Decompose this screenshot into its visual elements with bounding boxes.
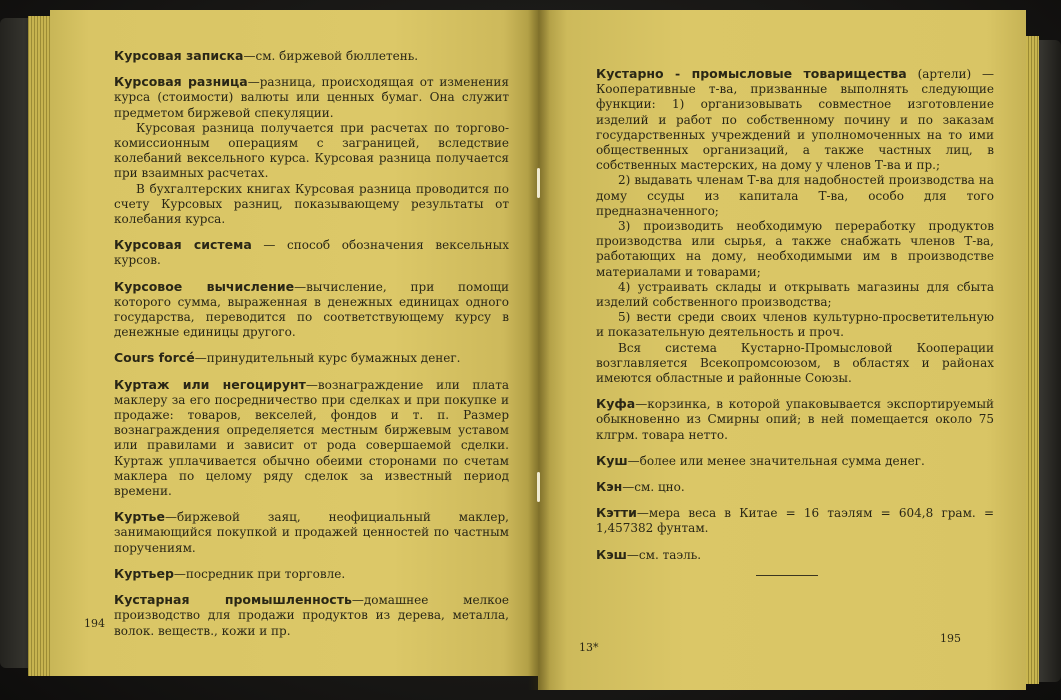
entry-text: —вознаграждение или плата маклеру за его посредничество при сделках и при покупке и продаже: товаров, векселей, фондов и т. п. Размер вознаграждения определяется местным биржевым уставом или правилами и зависит от рода совершаемой сделки. Куртаж уплачивается обычно обеими сторонами по счетам маклера по целому ряду сделок за известный период времени. — [114, 377, 510, 499]
entry-text: —более или менее значительная сумма денег. — [627, 453, 925, 468]
entry-text: —принудительный курс бумажных денег. — [194, 351, 461, 366]
entry-text: — способ обозначения вексельных курсов. — [114, 238, 509, 268]
entry-term: Кустарная промышленность — [114, 592, 352, 608]
entry-term: Курсовая записка — [114, 48, 244, 63]
entry-text: —домашнее мелкое производство для продажи продуктов из дерева, металла, волок. веществ., кожи и пр. — [114, 593, 509, 638]
dictionary-entry — [114, 592, 509, 639]
entry-term: Курсовое вычисление — [114, 278, 295, 294]
end-rule — [756, 575, 818, 576]
dictionary-entry — [596, 66, 994, 173]
entry-text: —корзинка, в которой упаковывается экспортируемый обыкновенно из Смирны опий; в ней помещается около 75 клгрм. товара нетто. — [596, 397, 994, 442]
entry-text: —посредник при торговле. — [173, 566, 346, 581]
entry-term: Cours forcé — [114, 350, 195, 366]
left-page — [50, 10, 538, 676]
entry-term: Куртаж или негоцирунт — [114, 376, 306, 392]
dictionary-entry — [114, 74, 509, 121]
entry-text: 3) производить необходимую переработку продуктов производства или сырья, а также снабжать членов Т-ва, работающих на дому, необходимыми им в производстве материалами и товарами; — [596, 219, 994, 279]
entry-text: —разница, происходящая от изменения курса (стоимости) валюты или ценных бумаг. Она служит предметом биржевой спекуляции. — [114, 75, 509, 120]
entry-text: —см. цно. — [622, 480, 685, 495]
dictionary-entry — [596, 396, 994, 443]
entry-term: Курсовая разница — [114, 74, 248, 90]
dictionary-entry — [596, 547, 994, 563]
entry-text: —вычисление, при помощи которого сумма, выраженная в денежных единицах одного государства, переводится по соответствующему курсу в денежные единицы другого. — [114, 279, 509, 340]
entry-term: Курсовая система — [114, 237, 252, 253]
entry-text: В бухгалтерских книгах Курсовая разница проводится по счету Курсовых разниц, показывающему результаты от колебания курса. — [114, 181, 509, 227]
entry-term: Кустарно - промысловые товарищества — [596, 66, 907, 81]
entry-term: Кэтти — [596, 505, 637, 521]
entry-text: 4) устраивать склады и открывать магазины для сбыта изделий собственного производства; — [596, 279, 994, 310]
right-page — [538, 10, 1026, 690]
entry-term: Кэн — [596, 479, 623, 495]
entry-text: 5) вести среди своих членов культурно-просветительную и показательную деятельность и проч. — [596, 310, 994, 340]
entry-text: —мера веса в Китае = 16 таэлям = 604,8 грам. = 1,457382 фунтам. — [596, 506, 994, 536]
dictionary-entry — [596, 173, 994, 219]
dictionary-entry — [596, 310, 994, 340]
dictionary-entry — [596, 479, 994, 495]
entry-text: Курсовая разница получается при расчетах по торгово-комиссионным операциям с заграницей, вследствие колебаний вексельного курса. Курсовая разница получается при взаимных расчетах. — [114, 120, 509, 181]
entry-term: Куртье — [114, 509, 165, 525]
dictionary-entry — [114, 350, 509, 366]
dictionary-entry — [114, 121, 509, 182]
entry-text: —биржевой заяц, неофициальный маклер, занимающийся покупкой и продажей ценностей по частным поручениям. — [114, 510, 509, 555]
page-number-right: 195 — [940, 632, 961, 645]
dictionary-entry — [596, 453, 994, 469]
left-page-text — [114, 48, 509, 639]
entry-text: —см. биржевой бюллетень. — [243, 49, 419, 63]
entry-term: Кэш — [596, 546, 627, 562]
right-page-text — [596, 66, 994, 563]
book-gutter — [528, 10, 550, 690]
binding-thread — [537, 472, 540, 502]
entry-term: Куфа — [596, 396, 636, 412]
dictionary-entry — [596, 219, 994, 280]
entry-term: Куртьер — [114, 565, 174, 581]
dictionary-entry — [114, 509, 509, 556]
entry-term: Куш — [596, 452, 628, 468]
dictionary-entry — [596, 505, 994, 536]
entry-text: (артели) — Кооперативные т-ва, призванные выполнять следующие функции: 1) организовывать совместное изготовление изделий и работ по собственному почину и по заказам государственных учреждений и уполномоченных на то ими общественных организаций, а также частных лиц, в собственных мастерских, на дому у членов Т-ва и пр.; — [596, 67, 994, 173]
dictionary-entry — [114, 279, 509, 341]
dictionary-entry — [596, 280, 994, 310]
binding-thread — [537, 168, 540, 198]
dictionary-entry — [114, 237, 509, 268]
entry-text: Вся система Кустарно-Промысловой Кооперации возглавляется Всекопромсоюзом, в областях и районах имеются областные и районные Союзы. — [596, 340, 994, 386]
entry-text: —см. таэль. — [626, 547, 702, 562]
dictionary-entry — [114, 182, 509, 228]
dictionary-entry — [114, 566, 509, 582]
dictionary-entry — [114, 377, 509, 500]
signature-mark: 13* — [579, 641, 599, 654]
entry-text: 2) выдавать членам Т-ва для надобностей производства на дому ссуды из капитала Т-ва, особо для того предназначенного; — [596, 173, 994, 218]
dictionary-entry — [114, 48, 509, 64]
page-number-left: 194 — [84, 617, 105, 630]
dictionary-entry — [596, 341, 994, 387]
